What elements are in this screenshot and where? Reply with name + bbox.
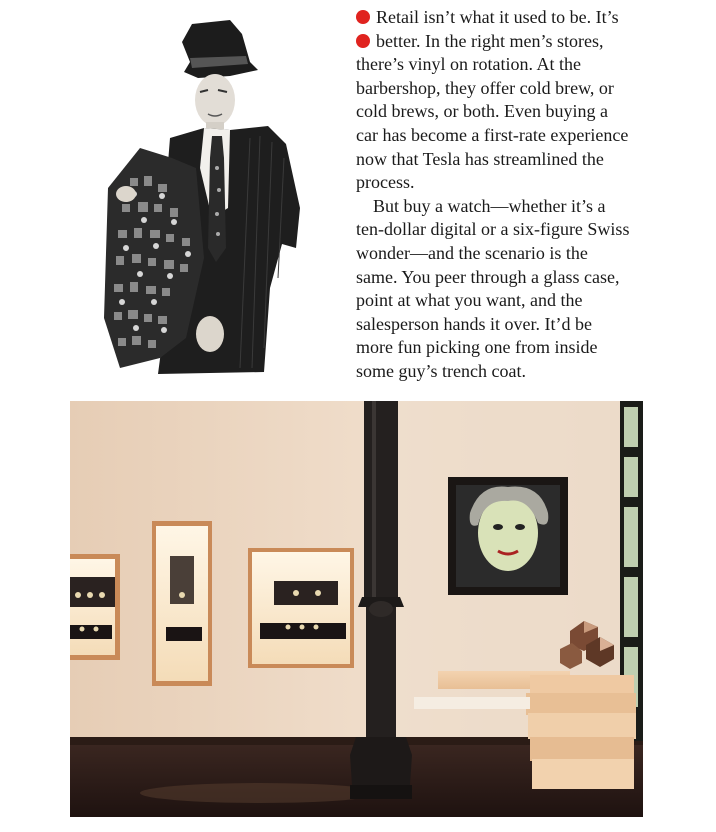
article-paragraph-2 <box>356 195 656 384</box>
article-line: But buy a watch—whether it’s a <box>373 195 606 216</box>
article-line: salesperson hands it over. It’d be <box>356 313 592 334</box>
man-in-trench-coat-photo <box>100 18 310 378</box>
article-line: better. In the right men’s stores, <box>356 30 656 54</box>
article-line: car has become a first-rate experience <box>356 124 629 145</box>
article-line: now that Tesla has streamlined the <box>356 148 604 169</box>
red-bullet-icon <box>356 10 370 24</box>
watch-store-interior-photo <box>70 401 643 817</box>
article-line: more fun picking one from inside <box>356 337 598 358</box>
article-line: cold brews, or both. Even buying a <box>356 101 608 122</box>
article-line: barbershop, they offer cold brew, or <box>356 77 614 98</box>
article-line: process. <box>356 172 415 193</box>
article-line: there’s vinyl on rotation. At the <box>356 54 581 75</box>
red-bullet-icon <box>356 34 370 48</box>
article-line: ten-dollar digital or a six-figure Swiss <box>356 219 630 240</box>
article-line: Retail isn’t what it used to be. It’s <box>356 6 656 30</box>
article-line: same. You peer through a glass case, <box>356 266 620 287</box>
article-line: some guy’s trench coat. <box>356 360 526 381</box>
article-body <box>356 6 656 384</box>
article-line: point at what you want, and the <box>356 290 583 311</box>
article-line: wonder—and the scenario is the <box>356 242 588 263</box>
article-paragraph-1 <box>356 6 656 195</box>
